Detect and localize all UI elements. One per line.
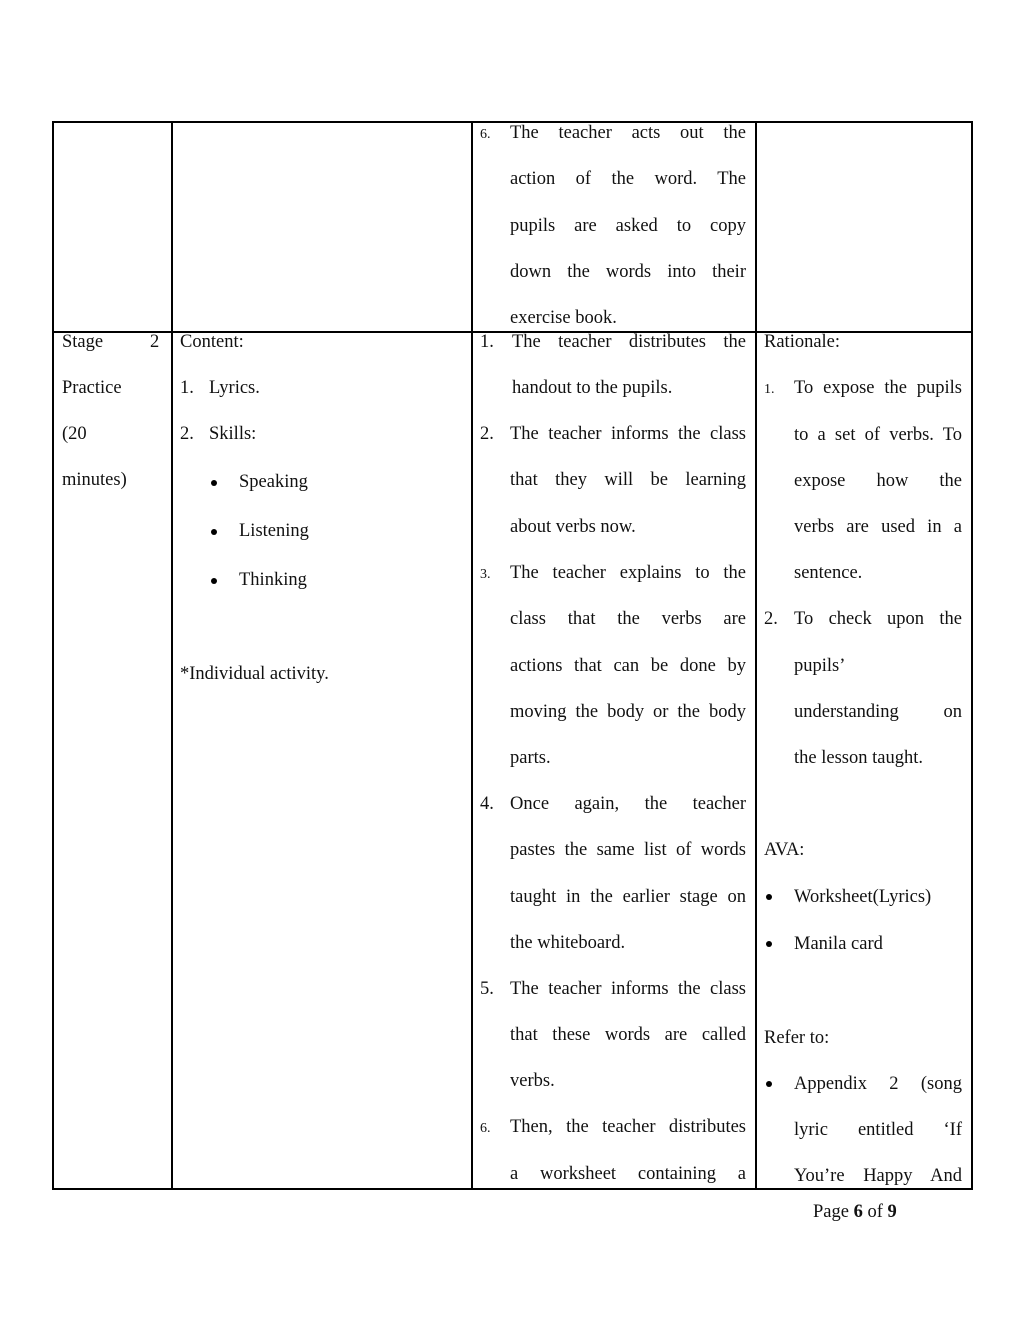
- rationale-line: sentence.: [794, 563, 863, 583]
- activity-number: 3.: [480, 567, 491, 582]
- activity-line: that these words are called: [510, 1025, 746, 1045]
- row1-activity-number: 6.: [480, 127, 491, 142]
- activity-number: 4.: [480, 794, 494, 814]
- skill-item: Thinking: [239, 570, 307, 590]
- column-divider: [171, 123, 173, 1188]
- rationale-line: expose how the: [794, 471, 962, 491]
- bullet-icon: [766, 941, 772, 947]
- activity-line: verbs.: [510, 1071, 555, 1091]
- activity-line: The teacher informs the class: [510, 979, 746, 999]
- activity-line: the whiteboard.: [510, 933, 626, 953]
- row1-activity-line: down the words into their: [510, 262, 746, 282]
- skill-item: Speaking: [239, 472, 308, 492]
- stage-name: Practice: [62, 378, 122, 398]
- rationale-line: To check upon the: [794, 609, 962, 629]
- content-item-number: 2.: [180, 424, 194, 444]
- rationale-line: understanding on: [794, 702, 962, 722]
- content-item-number: 1.: [180, 378, 194, 398]
- page-total: 9: [887, 1202, 897, 1222]
- refer-line: Appendix 2 (song: [794, 1074, 962, 1094]
- column-divider: [755, 123, 757, 1188]
- activity-line: moving the body or the body: [510, 702, 746, 722]
- activity-line: about verbs now.: [510, 517, 636, 537]
- activity-line: taught in the earlier stage on: [510, 887, 746, 907]
- content-item-label: Lyrics.: [209, 378, 260, 398]
- row1-activity-line: action of the word. The: [510, 169, 746, 189]
- bullet-icon: [766, 1081, 772, 1087]
- activity-line: The teacher distributes the: [512, 332, 746, 352]
- row1-activity-line: pupils are asked to copy: [510, 216, 746, 236]
- rationale-line: verbs are used in a: [794, 517, 962, 537]
- refer-line: lyric entitled ‘If: [794, 1120, 962, 1140]
- rationale-number: 2.: [764, 609, 778, 629]
- activity-number: 5.: [480, 979, 494, 999]
- bullet-icon: [766, 894, 772, 900]
- ava-heading: AVA:: [764, 840, 805, 860]
- row1-activity-line: exercise book.: [510, 308, 617, 328]
- bullet-icon: [211, 578, 217, 584]
- rationale-heading: Rationale:: [764, 332, 841, 352]
- ava-item: Manila card: [794, 934, 883, 954]
- activity-line: Then, the teacher distributes: [510, 1117, 746, 1137]
- rationale-line: To expose the pupils: [794, 378, 962, 398]
- page-of: of: [867, 1202, 883, 1222]
- rationale-line: to a set of verbs. To: [794, 425, 962, 445]
- ava-item: Worksheet(Lyrics): [794, 887, 932, 907]
- column-divider: [471, 123, 473, 1188]
- activity-number: 1.: [480, 332, 494, 352]
- activity-line: The teacher informs the class: [510, 424, 746, 444]
- bullet-icon: [211, 480, 217, 486]
- activity-number: 2.: [480, 424, 494, 444]
- stage-duration: minutes): [62, 470, 127, 490]
- refer-line: You’re Happy And: [794, 1166, 962, 1186]
- activity-number: 6.: [480, 1121, 491, 1136]
- page-current: 6: [853, 1202, 863, 1222]
- rationale-line: the lesson taught.: [794, 748, 923, 768]
- rationale-line: pupils’: [794, 656, 846, 676]
- content-note: *Individual activity.: [180, 664, 329, 684]
- stage-duration: (20: [62, 424, 87, 444]
- row1-activity-line: The teacher acts out the: [510, 123, 746, 143]
- activity-line: Once again, the teacher: [510, 794, 746, 814]
- refer-heading: Refer to:: [764, 1028, 830, 1048]
- stage-number: 2: [150, 332, 160, 352]
- stage-label: Stage: [62, 332, 104, 352]
- rationale-number: 1.: [764, 382, 775, 397]
- skill-item: Listening: [239, 521, 309, 541]
- page-number: [813, 1202, 897, 1223]
- activity-line: handout to the pupils.: [512, 378, 673, 398]
- bullet-icon: [211, 529, 217, 535]
- activity-line: class that the verbs are: [510, 609, 746, 629]
- activity-line: The teacher explains to the: [510, 563, 746, 583]
- activity-line: that they will be learning: [510, 470, 746, 490]
- content-heading: Content:: [180, 332, 244, 352]
- activity-line: actions that can be done by: [510, 656, 746, 676]
- page-prefix: Page: [813, 1202, 849, 1222]
- activity-line: a worksheet containing a: [510, 1164, 746, 1184]
- activity-line: pastes the same list of words: [510, 840, 746, 860]
- activity-line: parts.: [510, 748, 551, 768]
- content-item-label: Skills:: [209, 424, 257, 444]
